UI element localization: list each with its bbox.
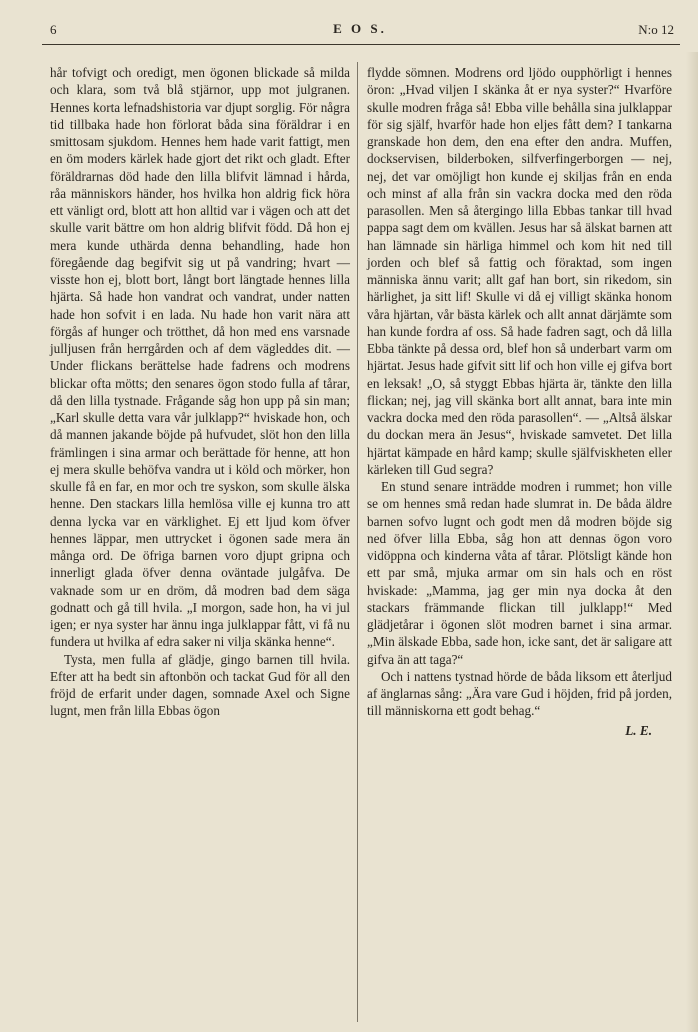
author-signature: L. E.	[625, 722, 652, 738]
header-rule	[42, 44, 680, 45]
right-paragraph-2: En stund senare inträdde modren i rummet; hon ville se om hennes små redan hade slumrat in. De båda äldre barnen sofvo lugnt och godt men då modren böjde sig ned öfver lilla Ebba, såg hon att dennas ögon voro vidöppna och kinderna våta af tårar. Plötsligt kände hon ett par små, mjuka armar om sin hals och en röst hviskade: „Mamma, jag ger min nya docka åt den stackars främmande flickan till julklapp!“ Med glädjetårar i ögonen slöt modren barnet i sina armar. „Min älskade Ebba, sade hon, icke sant, det är saligare att gifva än att taga?“	[367, 479, 672, 667]
journal-title: E O S.	[333, 21, 387, 36]
right-column	[367, 64, 672, 739]
page-edge-shadow	[686, 52, 698, 1032]
right-paragraph-3: Och i nattens tystnad hörde de båda liksom ett återljud af änglarnas sång: „Ära vare Gud i höjden, frid på jorden, till människorna ett godt behag.“	[367, 668, 672, 719]
issue-number: N:o 12	[638, 22, 674, 37]
left-paragraph-1: hår tofvigt och oredigt, men ögonen blickade så milda och klara, som två blå stjärnor, upp mot julgranen. Hennes korta lefnadshistoria var djupt sorglig. För några tid tillbaka hade hon förlorat båda sina föräldrar i en smittosam sjukdom. Hennes hem hade varit fattigt, men en öm moders kärlek hade gjort det rikt och gladt. Efter föräldrarnas död hade den lilla blifvit lämnad i hårda, råa människors händer, hos hvilka hon aldrig fick höra ett vänligt ord, blott att hon alltid var i vägen och att det skulle varit bättre om hon aldrig blifvit född. Då hon ej mera kunde uthärda denna behandling, hade hon föregående dag begifvit sig ut på vandring; hvart — visste hon ej, blott bort, långt bort längtade hennes lilla hjärta. Så hade hon vandrat och vandrat, under natten hade hon sofvit i en lada. Nu hade hon varit nära att förgås af hunger och trötthet, då hon med ens varsnade julljusen från herrgården och af dem vägleddes dit. — Under flickans berättelse hade fadrens och modrens blickar ofta mötts; den senares ögon stodo fulla af tårar, då den lilla tystnade. Frågande såg hon upp på sin man; „Karl skulle detta vara vår julklapp?“ hviskade hon, och då mannen jakande böjde på hufvudet, slöt hon den lilla främlingen i sina armar och berättade för henne, att hon ej mera skulle behöfva vandra ut i köld och mörker, hon skulle få en far, en mor och tre syskon, som skulle älska henne. Den stackars lilla hemlösa ville ej kunna tro att denna lycka var en värklighet. Ej ett ljud kom öfver hennes läppar, men uttrycket i ögonen sade mera än många ord. De öfriga barnen voro djupt gripna och innerligt glada öfver denna oväntade julgåfva. De vaknade som ur en dröm, då modren bad dem säga godnatt och gå till hvila. „I morgon, sade hon, ha vi jul igen; er nya syster har ännu inga julklappar fått, vi få nu fundera ut hvilka af edra saker ni vilja skänka henne“.	[50, 65, 350, 650]
left-column	[50, 64, 350, 720]
page-header	[42, 20, 678, 44]
left-paragraph-2: Tysta, men fulla af glädje, gingo barnen till hvila. Efter att ha bedt sin aftonbön och tackat Gud för all den fröjd de erfarit under dagen, somnade Axel och Signe lugnt, men från lilla Ebbas ögon	[50, 651, 350, 719]
column-divider	[357, 62, 358, 1022]
page-number: 6	[50, 22, 57, 37]
right-paragraph-1: flydde sömnen. Modrens ord ljödo oupphörligt i hennes öron: „Hvad viljen I skänka åt er nya syster?“ Hvarföre skulle modren fråga så! Ebba ville behålla sina julklappar för sig själf, hvarför hade hon eljes fått dem? I tankarna granskade hon dem, den ena efter den andra. Muffen, dockservisen, bilderboken, silfverfingerborgen — nej, nej, det var omöjligt hon kunde ej skiljas från en enda och minst af alla från sin vackra docka med den röda parasollen. Men så återgingo lilla Ebbas tankar till hvad pappa sagt dem om kvällen. Jesus har så älskat barnen att han lämnade sin härliga himmel och kom hit ned till jorden och blef så fattig och föraktad, som ingen människa ännu varit; allt gaf han bort, sin rikedom, sin härlighet, ja sitt lif! Skulle vi då ej villigt skänka honom våra hjärtan, vår bästa kärlek och allt annat därjämte som han kunde fordra af oss. Så hade fadren sagt, och då lilla Ebba tänkte på dessa ord, blef hon så underbart varm om hjärtat. Jesus hade gifvit sitt lif och hon ville ej gifva bort en leksak! „O, så styggt Ebbas hjärta är, tänkte den lilla flickan; nej, jag vill skänka bort allt annat, bara inte min vackra docka med den röda parasollen“. — „Altså älskar du dockan mera än Jesus“, hviskade samvetet. Det lilla hjärtat kämpade en hård kamp; skulle själfviskheten eller kärleken till Gud segra?	[367, 65, 672, 477]
